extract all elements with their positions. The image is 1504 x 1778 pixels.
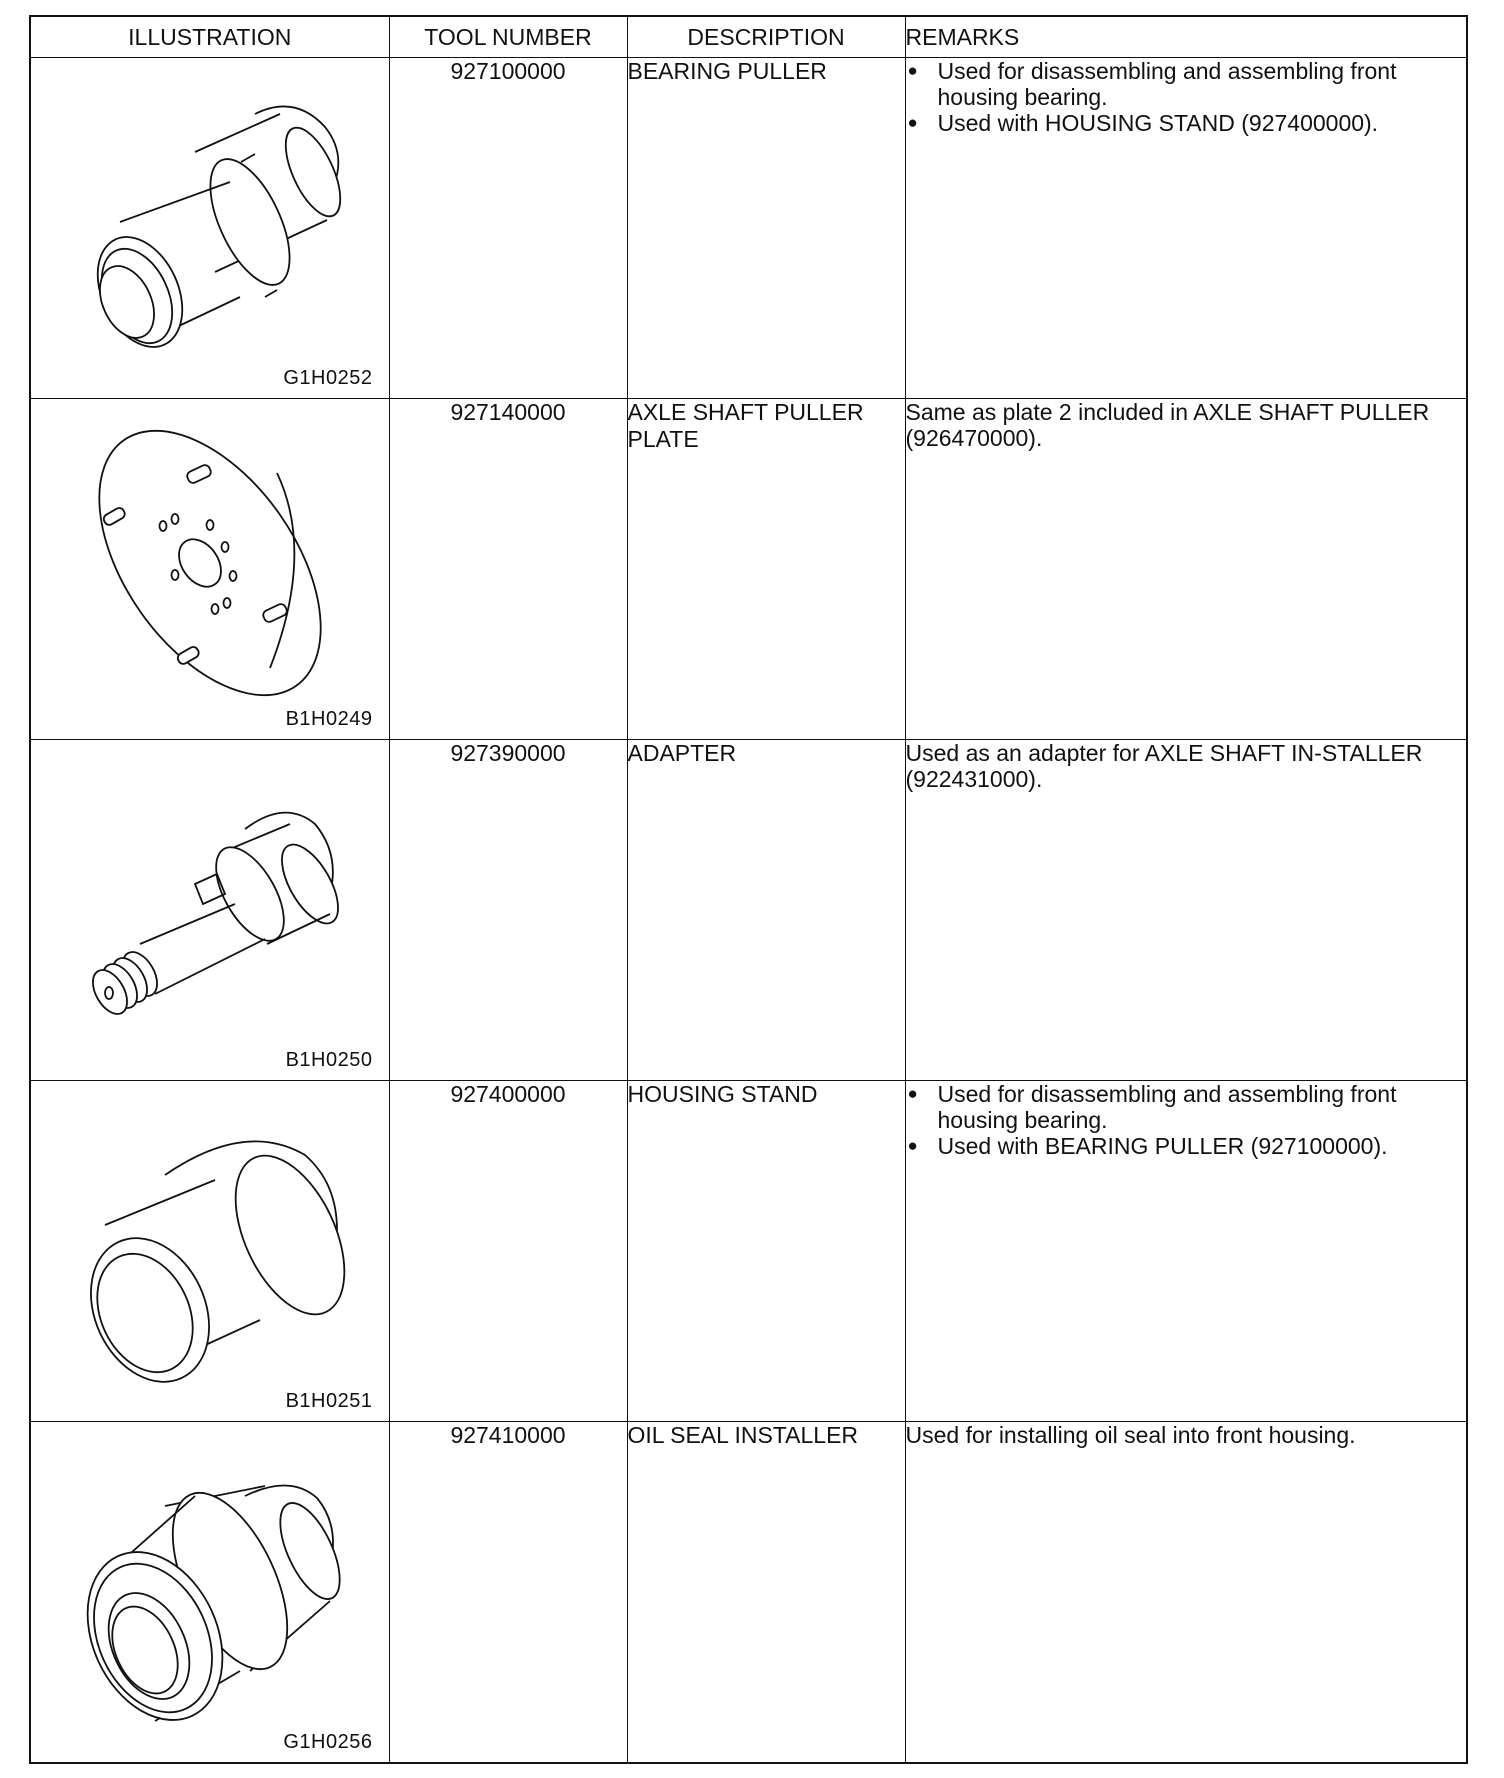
table-row xyxy=(30,58,1467,399)
figure-code: B1H0249 xyxy=(285,708,373,730)
remark-item: ● Used with HOUSING STAND (927400000). xyxy=(906,110,1467,136)
illustration-cell xyxy=(30,1422,389,1764)
tool-remarks: Used as an adapter for AXLE SHAFT IN-STALLER (922431000). xyxy=(905,740,1467,1081)
header-illustration: ILLUSTRATION xyxy=(30,16,389,58)
header-tool-number: TOOL NUMBER xyxy=(389,16,627,58)
special-tools-table xyxy=(29,15,1468,1764)
table-row xyxy=(30,399,1467,740)
tool-number: 927390000 xyxy=(389,740,627,1081)
table-header-row xyxy=(30,16,1467,58)
bearing-puller-illustration xyxy=(45,72,365,362)
illustration-cell xyxy=(30,740,389,1081)
figure-code: G1H0252 xyxy=(283,367,373,389)
tool-number: 927100000 xyxy=(389,58,627,399)
tool-number: 927400000 xyxy=(389,1081,627,1422)
illustration-cell xyxy=(30,399,389,740)
tool-description: HOUSING STAND xyxy=(627,1081,905,1422)
tool-number: 927140000 xyxy=(389,399,627,740)
illustration-cell xyxy=(30,58,389,399)
remark-item: ● Used for disassembling and assembling front housing bearing. xyxy=(906,58,1467,110)
tool-description: AXLE SHAFT PULLER PLATE xyxy=(627,399,905,740)
oil-seal-installer-illustration xyxy=(45,1436,365,1726)
puller-plate-illustration xyxy=(45,413,365,703)
figure-code: B1H0250 xyxy=(285,1049,373,1071)
remark-item: ● Used with BEARING PULLER (927100000). xyxy=(906,1133,1467,1159)
tool-number: 927410000 xyxy=(389,1422,627,1764)
remark-item: ● Used for disassembling and assembling front housing bearing. xyxy=(906,1081,1467,1133)
table-row xyxy=(30,1422,1467,1764)
housing-stand-illustration xyxy=(45,1095,365,1385)
remarks-list xyxy=(906,58,1467,136)
header-description: DESCRIPTION xyxy=(627,16,905,58)
adapter-illustration xyxy=(45,754,365,1044)
header-remarks: REMARKS xyxy=(905,16,1467,58)
remarks-list xyxy=(906,1081,1467,1159)
tool-description: OIL SEAL INSTALLER xyxy=(627,1422,905,1764)
tool-remarks xyxy=(905,58,1467,399)
tool-remarks xyxy=(905,1081,1467,1422)
table-row xyxy=(30,1081,1467,1422)
tool-remarks: Used for installing oil seal into front housing. xyxy=(905,1422,1467,1764)
tool-remarks: Same as plate 2 included in AXLE SHAFT PULLER (926470000). xyxy=(905,399,1467,740)
figure-code: G1H0256 xyxy=(283,1731,373,1753)
tool-description: ADAPTER xyxy=(627,740,905,1081)
illustration-cell xyxy=(30,1081,389,1422)
table-row xyxy=(30,740,1467,1081)
figure-code: B1H0251 xyxy=(285,1390,373,1412)
tool-description: BEARING PULLER xyxy=(627,58,905,399)
